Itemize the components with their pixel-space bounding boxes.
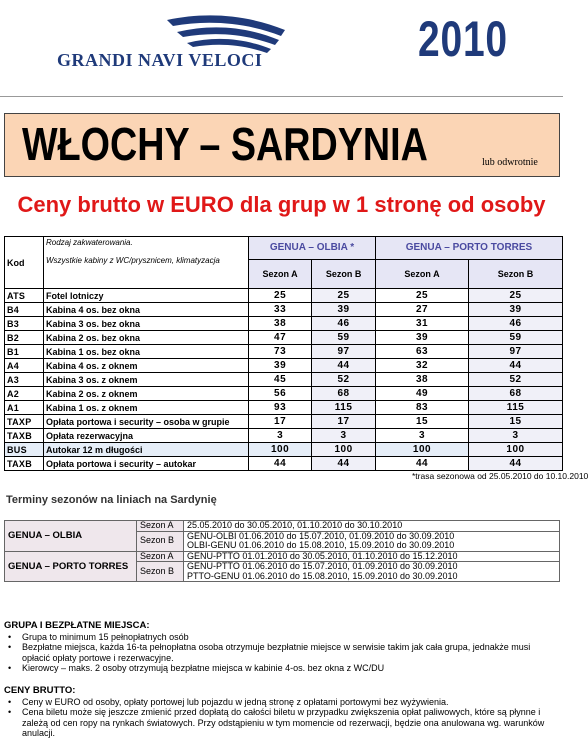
price-value: 100 bbox=[312, 443, 376, 457]
price-row-description: Autokar 12 m długości bbox=[44, 443, 249, 457]
season-date-line: GENU-OLBI 01.06.2010 do 15.07.2010, 01.09.2010 do 30.09.2010 bbox=[187, 530, 455, 541]
season-label: Sezon A bbox=[137, 521, 184, 532]
price-value: 52 bbox=[469, 373, 563, 387]
price-value: 25 bbox=[249, 289, 312, 303]
price-row-code: A3 bbox=[5, 373, 44, 387]
price-row-description: Fotel lotniczy bbox=[44, 289, 249, 303]
price-value: 17 bbox=[249, 415, 312, 429]
price-value: 38 bbox=[249, 317, 312, 331]
price-value: 39 bbox=[375, 331, 468, 345]
season-table bbox=[4, 520, 560, 582]
season-date-line: GENU-PTTO 01.01.2010 do 30.05.2010, 01.10.2010 do 15.12.2010 bbox=[187, 550, 458, 561]
groups-heading: GRUPA I BEZPŁATNE MIEJSCA: bbox=[4, 620, 150, 631]
season-header: Sezon A bbox=[249, 260, 312, 289]
price-value: 33 bbox=[249, 303, 312, 317]
price-row-code: A4 bbox=[5, 359, 44, 373]
price-row-code: TAXB bbox=[5, 429, 44, 443]
price-value: 27 bbox=[375, 303, 468, 317]
price-row bbox=[5, 303, 563, 317]
prices-list bbox=[4, 697, 556, 739]
price-value: 63 bbox=[375, 345, 468, 359]
season-header: Sezon B bbox=[469, 260, 563, 289]
price-row-code: TAXB bbox=[5, 457, 44, 471]
price-value: 47 bbox=[249, 331, 312, 345]
brand-name: GRANDI NAVI VELOCI bbox=[57, 50, 263, 70]
price-value: 44 bbox=[469, 457, 563, 471]
price-row bbox=[5, 289, 563, 303]
price-value: 44 bbox=[312, 359, 376, 373]
header-divider bbox=[0, 96, 563, 97]
price-value: 59 bbox=[312, 331, 376, 345]
price-value: 39 bbox=[249, 359, 312, 373]
price-row bbox=[5, 415, 563, 429]
price-value: 46 bbox=[469, 317, 563, 331]
season-label: Sezon A bbox=[137, 551, 184, 562]
price-row-code: B1 bbox=[5, 345, 44, 359]
price-row-description: Kabina 4 os. z oknem bbox=[44, 359, 249, 373]
price-row-description: Opłata portowa i security – osoba w grupie bbox=[44, 415, 249, 429]
season-label: Sezon B bbox=[137, 562, 184, 582]
price-value: 3 bbox=[249, 429, 312, 443]
price-row bbox=[5, 387, 563, 401]
price-value: 25 bbox=[312, 289, 376, 303]
price-value: 68 bbox=[469, 387, 563, 401]
season-label: Sezon B bbox=[137, 531, 184, 551]
groups-item: • Kierowcy – maks. 2 osoby otrzymują bezpłatne miejsca w kabinie 4-os. bez okna z WC/DU bbox=[4, 663, 556, 674]
price-row-code: TAXP bbox=[5, 415, 44, 429]
prices-item: • Cena biletu może się jeszcze zmienić przed dopłatą do całości biletu w przypadku zwiększenia opłat paliwowych, które są płynne i zależą od cen ropy na rynkach światowych. Przy odstąpieniu w tym momencie od rezerwacji, będzie ona anulowana wg. warunków anulacji. bbox=[4, 707, 556, 739]
price-row bbox=[5, 345, 563, 359]
price-value: 15 bbox=[375, 415, 468, 429]
price-value: 44 bbox=[469, 359, 563, 373]
price-row-description: Kabina 1 os. bez okna bbox=[44, 345, 249, 359]
description-header-line2: Wszystkie kabiny z WC/prysznicem, klimatyzacja bbox=[46, 256, 220, 265]
price-value: 38 bbox=[375, 373, 468, 387]
price-row bbox=[5, 359, 563, 373]
groups-item: • Bezpłatne miejsca, każda 16-ta pełnopłatna osoba otrzymuje bezpłatnie miejsce w serwisie takim jak cała grupa, jednakże musi opłacić opłaty portowe i rezerwacyjne. bbox=[4, 642, 556, 663]
price-value: 44 bbox=[375, 457, 468, 471]
season-date-line: 25.05.2010 do 30.05.2010, 01.10.2010 do 30.10.2010 bbox=[187, 520, 403, 530]
price-value: 83 bbox=[375, 401, 468, 415]
price-row-description: Kabina 3 os. bez okna bbox=[44, 317, 249, 331]
price-row-description: Opłata portowa i security – autokar bbox=[44, 457, 249, 471]
prices-heading: CENY BRUTTO: bbox=[4, 685, 76, 696]
price-value: 39 bbox=[312, 303, 376, 317]
price-value: 100 bbox=[249, 443, 312, 457]
season-header: Sezon A bbox=[375, 260, 468, 289]
season-dates bbox=[184, 531, 560, 551]
page-title: WŁOCHY – SARDYNIA bbox=[22, 118, 428, 170]
price-value: 3 bbox=[312, 429, 376, 443]
price-value: 44 bbox=[312, 457, 376, 471]
season-route-name: GENUA – PORTO TORRES bbox=[5, 551, 137, 582]
price-row bbox=[5, 317, 563, 331]
seasonal-route-note: *trasa sezonowa od 25.05.2010 do 10.10.2010 bbox=[412, 471, 588, 481]
price-rows bbox=[5, 289, 563, 471]
price-value: 97 bbox=[469, 345, 563, 359]
price-value: 68 bbox=[312, 387, 376, 401]
year-label: 2010 bbox=[418, 11, 508, 67]
price-row-code: B3 bbox=[5, 317, 44, 331]
price-value: 39 bbox=[469, 303, 563, 317]
season-dates bbox=[184, 521, 560, 532]
price-row-code: B2 bbox=[5, 331, 44, 345]
prices-item: • Ceny w EURO od osoby, opłaty portowej lub pojazdu w jedną stronę z opłatami portowymi bez wyżywienia. bbox=[4, 697, 556, 708]
price-value: 32 bbox=[375, 359, 468, 373]
price-value: 17 bbox=[312, 415, 376, 429]
price-value: 31 bbox=[375, 317, 468, 331]
description-header bbox=[44, 237, 249, 289]
price-table bbox=[4, 236, 563, 471]
price-value: 52 bbox=[312, 373, 376, 387]
season-header: Sezon B bbox=[312, 260, 376, 289]
route-header-porto-torres: GENUA – PORTO TORRES bbox=[375, 237, 562, 260]
groups-list bbox=[4, 632, 556, 674]
season-date-line: PTTO-GENU 01.06.2010 do 15.08.2010, 15.09.2010 do 30.09.2010 bbox=[187, 570, 458, 581]
price-row-description: Kabina 3 os. z oknem bbox=[44, 373, 249, 387]
price-row-code: B4 bbox=[5, 303, 44, 317]
price-value: 15 bbox=[469, 415, 563, 429]
price-value: 45 bbox=[249, 373, 312, 387]
season-date-line: OLBI-GENU 01.06.2010 do 15.08.2010, 15.09.2010 do 30.09.2010 bbox=[187, 540, 455, 550]
price-value: 46 bbox=[312, 317, 376, 331]
price-value: 3 bbox=[469, 429, 563, 443]
price-value: 73 bbox=[249, 345, 312, 359]
price-value: 25 bbox=[469, 289, 563, 303]
price-value: 97 bbox=[312, 345, 376, 359]
price-row-description: Kabina 2 os. bez okna bbox=[44, 331, 249, 345]
price-row bbox=[5, 331, 563, 345]
season-dates bbox=[184, 551, 560, 562]
seasons-heading: Terminy sezonów na liniach na Sardynię bbox=[6, 494, 217, 506]
price-value: 100 bbox=[375, 443, 468, 457]
price-value: 59 bbox=[469, 331, 563, 345]
price-row-code: BUS bbox=[5, 443, 44, 457]
title-note: lub odwrotnie bbox=[482, 157, 538, 168]
price-value: 44 bbox=[249, 457, 312, 471]
price-row-code: ATS bbox=[5, 289, 44, 303]
description-header-line1: Rodzaj zakwaterowania. bbox=[46, 238, 133, 247]
price-row-description: Kabina 4 os. bez okna bbox=[44, 303, 249, 317]
price-value: 25 bbox=[375, 289, 468, 303]
route-header-olbia: GENUA – OLBIA * bbox=[249, 237, 376, 260]
price-row-code: A2 bbox=[5, 387, 44, 401]
season-dates bbox=[184, 562, 560, 582]
prices-info bbox=[4, 686, 556, 739]
price-row-description: Kabina 2 os. z oknem bbox=[44, 387, 249, 401]
price-row bbox=[5, 429, 563, 443]
price-value: 100 bbox=[469, 443, 563, 457]
page-subtitle: Ceny brutto w EURO dla grup w 1 stronę od osoby bbox=[17, 192, 546, 217]
gnv-logo bbox=[55, 12, 345, 82]
price-row-description: Opłata rezerwacyjna bbox=[44, 429, 249, 443]
season-route-name: GENUA – OLBIA bbox=[5, 521, 137, 552]
price-value: 56 bbox=[249, 387, 312, 401]
groups-info bbox=[4, 621, 556, 674]
price-value: 49 bbox=[375, 387, 468, 401]
price-row bbox=[5, 457, 563, 471]
groups-item: • Grupa to minimum 15 pełnopłatnych osób bbox=[4, 632, 556, 643]
price-value: 93 bbox=[249, 401, 312, 415]
season-date-line: GENU-PTTO 01.06.2010 do 15.07.2010, 01.09.2010 do 30.09.2010 bbox=[187, 561, 458, 571]
price-row-description: Kabina 1 os. z oknem bbox=[44, 401, 249, 415]
price-value: 115 bbox=[469, 401, 563, 415]
price-value: 3 bbox=[375, 429, 468, 443]
price-row bbox=[5, 401, 563, 415]
price-row bbox=[5, 373, 563, 387]
price-row bbox=[5, 443, 563, 457]
price-value: 115 bbox=[312, 401, 376, 415]
kod-header: Kod bbox=[5, 237, 44, 289]
price-row-code: A1 bbox=[5, 401, 44, 415]
